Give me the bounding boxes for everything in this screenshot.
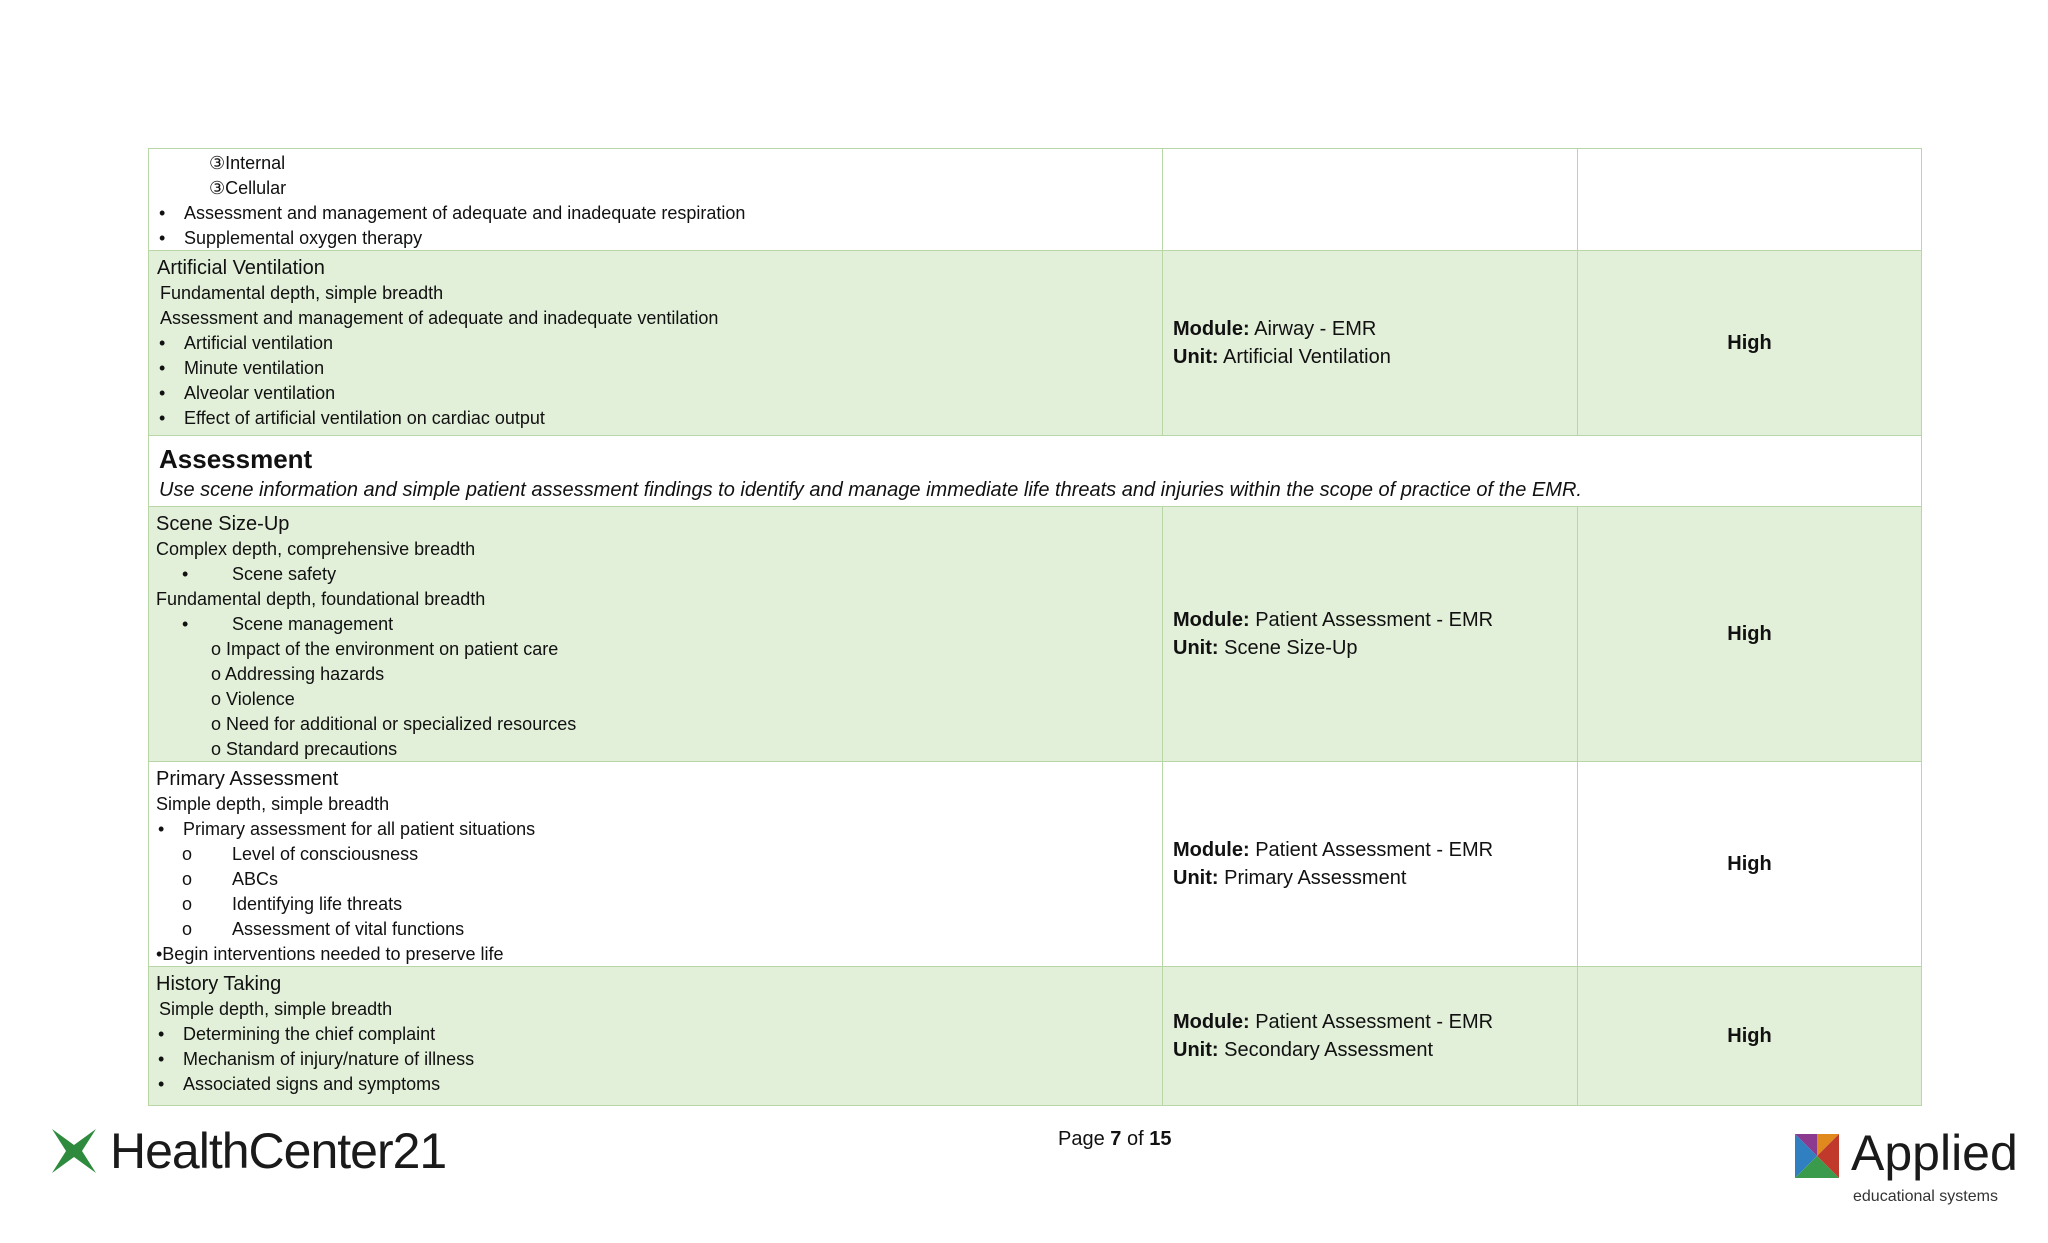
applied-mark-icon: [1795, 1134, 1839, 1178]
list-item: o Addressing hazards: [211, 664, 385, 684]
topic-cell: [149, 967, 1163, 1105]
table-row: [149, 506, 1921, 761]
priority-cell: High: [1727, 331, 1772, 354]
topic-title: Artificial Ventilation: [157, 257, 325, 279]
unit-line: Unit: Scene Size-Up: [1173, 637, 1358, 659]
unit-line: Unit: Primary Assessment: [1173, 867, 1407, 889]
standards-table: [148, 148, 1922, 1106]
list-item: • Minute ventilation: [157, 356, 1162, 381]
list-item: ③Cellular: [209, 178, 287, 198]
list-item: o Impact of the environment on patient care: [211, 639, 559, 659]
priority-cell: High: [1727, 852, 1772, 875]
list-item: Simple depth, simple breadth: [159, 999, 393, 1019]
list-item: • Assessment and management of adequate and inadequate respiration: [157, 201, 1162, 226]
module-cell: [1163, 762, 1578, 966]
list-item: • Primary assessment for all patient situations: [156, 817, 1162, 842]
section-header-row: [149, 435, 1921, 506]
priority-cell: High: [1727, 622, 1772, 645]
module-line: Module: Patient Assessment - EMR: [1173, 1011, 1494, 1033]
healthcenter21-mark-icon: [52, 1129, 96, 1173]
list-item: • Mechanism of injury/nature of illness: [156, 1047, 1162, 1072]
list-item: ③Internal: [209, 153, 286, 173]
list-item: • Scene safety: [156, 562, 1162, 587]
list-item: o Violence: [211, 689, 295, 709]
list-item: • Supplemental oxygen therapy: [157, 226, 1162, 251]
list-item: • Associated signs and symptoms: [156, 1072, 1162, 1097]
priority-cell: High: [1727, 1024, 1772, 1047]
table-row: [149, 761, 1921, 966]
table-row: [149, 250, 1921, 435]
list-item: Assessment and management of adequate and inadequate ventilation: [160, 308, 719, 328]
topic-cell: [149, 251, 1163, 435]
list-item: o Need for additional or specialized resources: [211, 714, 577, 734]
list-item: o Level of consciousness: [156, 842, 1162, 867]
topic-title: History Taking: [156, 973, 282, 995]
unit-line: Unit: Secondary Assessment: [1173, 1039, 1434, 1061]
table-row: [149, 149, 1921, 250]
applied-subtitle: educational systems: [1853, 1188, 1998, 1205]
page-number: Page 7 of 15: [1058, 1128, 1172, 1150]
section-description: Use scene information and simple patient assessment findings to identify and manage immediate life threats and injuries within the scope of practice of the EMR.: [159, 479, 1582, 501]
table-row: [149, 966, 1921, 1105]
module-cell: [1163, 149, 1578, 250]
topic-title: Scene Size-Up: [156, 513, 290, 535]
list-item: • Effect of artificial ventilation on cardiac output: [157, 406, 1162, 431]
module-cell: [1163, 251, 1578, 435]
list-item: Complex depth, comprehensive breadth: [156, 539, 476, 559]
list-item: o Identifying life threats: [156, 892, 1162, 917]
module-cell: [1163, 967, 1578, 1105]
list-item: • Scene management: [156, 612, 1162, 637]
priority-cell: [1578, 149, 1921, 250]
list-item: o Standard precautions: [211, 739, 398, 759]
applied-text: Applied: [1851, 1125, 2018, 1181]
healthcenter21-logo: [52, 1122, 446, 1180]
topic-cell: [149, 762, 1163, 966]
list-item: Fundamental depth, simple breadth: [160, 283, 444, 303]
healthcenter21-text: HealthCenter21: [110, 1123, 447, 1179]
topic-title: Primary Assessment: [156, 768, 339, 790]
list-item: Fundamental depth, foundational breadth: [156, 589, 486, 609]
module-line: Module: Patient Assessment - EMR: [1173, 609, 1494, 631]
unit-line: Unit: Artificial Ventilation: [1173, 346, 1391, 368]
list-item: • Artificial ventilation: [157, 331, 1162, 356]
list-item: • Alveolar ventilation: [157, 381, 1162, 406]
module-cell: [1163, 507, 1578, 761]
list-item: o ABCs: [156, 867, 1162, 892]
list-item: Simple depth, simple breadth: [156, 794, 390, 814]
module-line: Module: Airway - EMR: [1173, 318, 1377, 340]
section-title: Assessment: [159, 444, 313, 474]
list-item: •Begin interventions needed to preserve life: [156, 944, 504, 964]
topic-cell: [149, 149, 1163, 250]
topic-cell: [149, 507, 1163, 761]
module-line: Module: Patient Assessment - EMR: [1173, 839, 1494, 861]
section-header: [149, 436, 1921, 506]
list-item: o Assessment of vital functions: [156, 917, 1162, 942]
list-item: • Determining the chief complaint: [156, 1022, 1162, 1047]
